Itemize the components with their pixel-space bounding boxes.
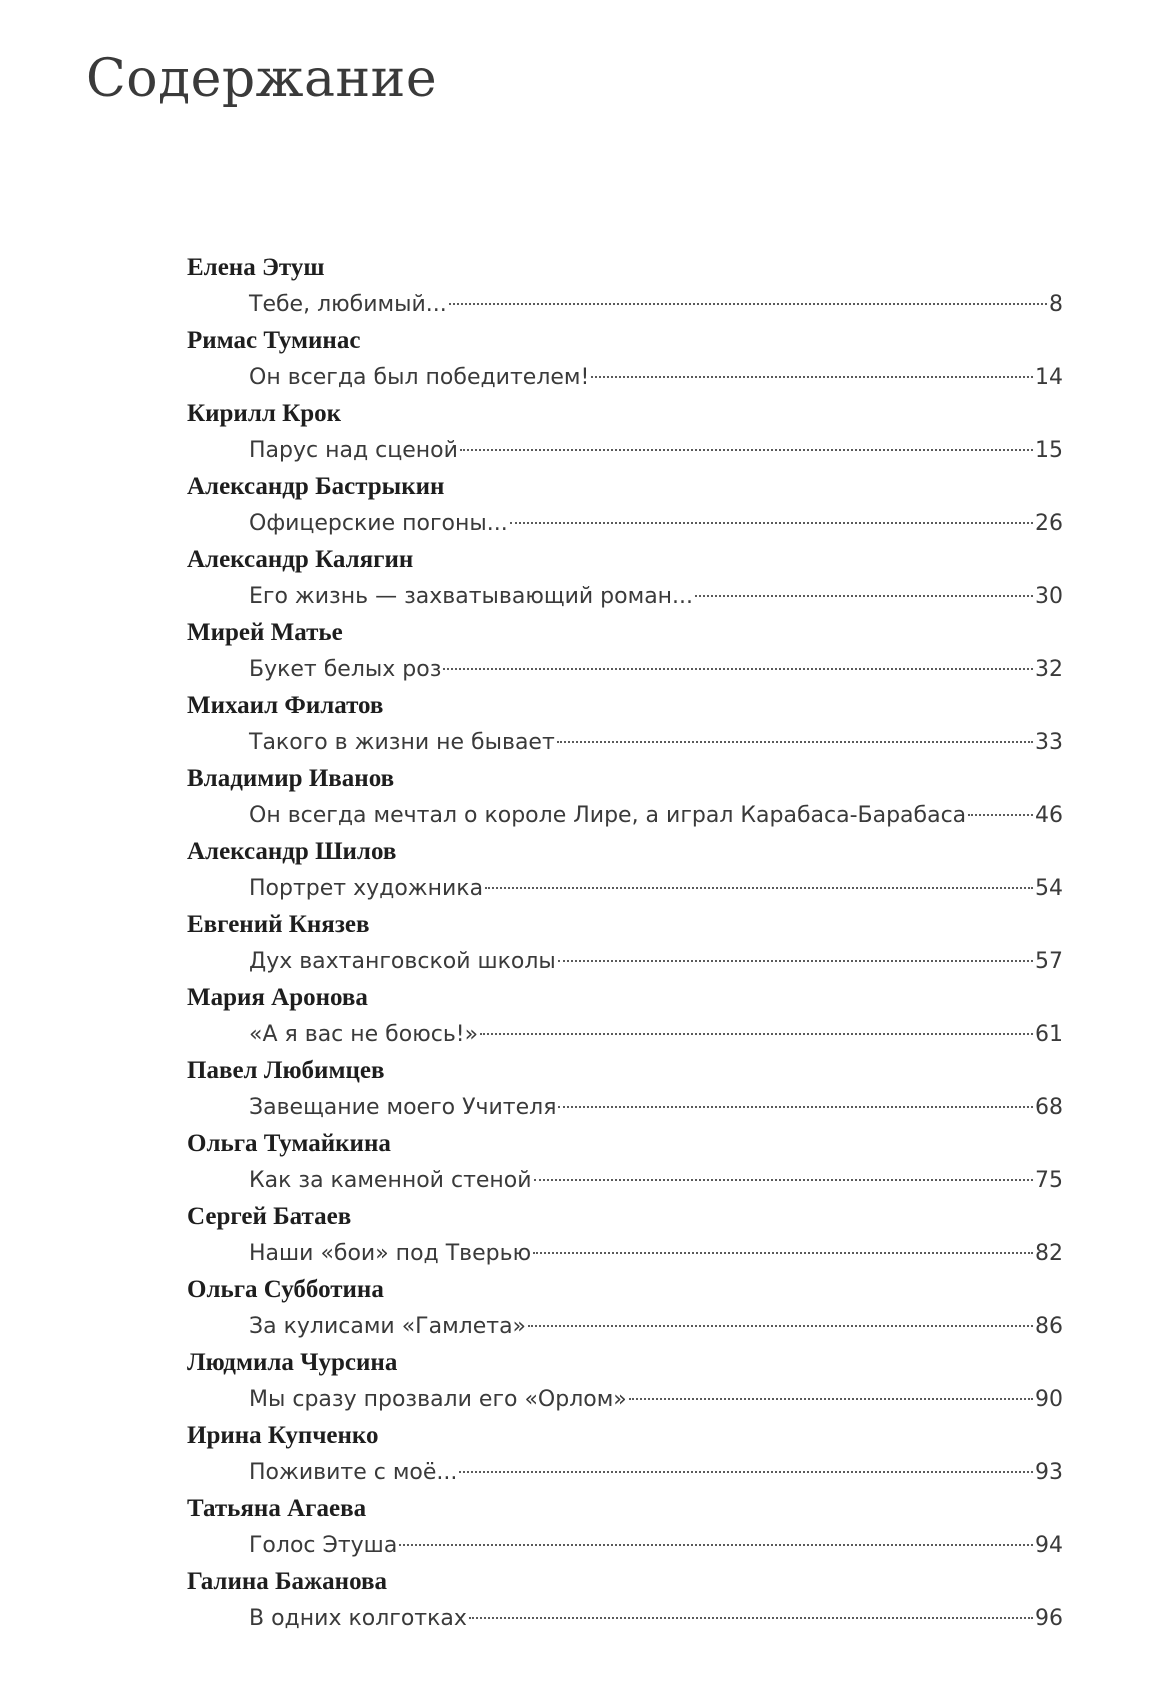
toc-entry-page-number: 94 [1035,1533,1063,1558]
toc-entry [187,1272,1063,1345]
toc-entry-title: Дух вахтанговской школы [249,949,556,974]
toc-entry-line [187,1162,1063,1199]
toc-entry-page-number: 46 [1035,803,1063,828]
toc-entry-page-number: 61 [1035,1022,1063,1047]
toc-entry-author: Ольга Субботина [187,1276,384,1303]
dot-leader [459,1471,1033,1473]
toc-entry-title: Он всегда мечтал о короле Лире, а играл Карабаса-Барабаса [249,803,967,828]
toc-entry-title: Наши «бои» под Тверью [249,1241,532,1266]
toc-entry-page-number: 14 [1035,365,1063,390]
toc-entry-author: Мирей Матье [187,619,343,646]
toc-entry-author: Ольга Тумайкина [187,1130,391,1157]
toc-entry-author: Владимир Иванов [187,765,395,792]
table-of-contents [187,250,1063,1637]
toc-entry-title: Поживите с моё... [249,1460,458,1485]
toc-entry-title: Тебе, любимый... [249,292,447,317]
toc-entry-title: Голос Этуша [249,1533,398,1558]
toc-entry-author: Михаил Филатов [187,692,384,719]
toc-entry [187,396,1063,469]
toc-entry-title: «А я вас не боюсь!» [249,1022,479,1047]
toc-entry [187,1345,1063,1418]
toc-entry [187,469,1063,542]
toc-entry [187,1418,1063,1491]
toc-entry-line [187,870,1063,907]
toc-entry [187,688,1063,761]
dot-leader [449,303,1047,305]
toc-entry-title: Как за каменной стеной [249,1168,532,1193]
toc-entry-line [187,651,1063,688]
toc-entry-page-number: 68 [1035,1095,1063,1120]
toc-entry-page-number: 90 [1035,1387,1063,1412]
dot-leader [460,449,1033,451]
toc-entry-title: Его жизнь — захватывающий роман... [249,584,694,609]
toc-entry [187,323,1063,396]
toc-entry-author: Павел Любимцев [187,1057,385,1084]
toc-entry [187,1126,1063,1199]
toc-entry-line [187,432,1063,469]
toc-entry-page-number: 8 [1049,292,1063,317]
dot-leader [399,1544,1033,1546]
toc-entry-title: Парус над сценой [249,438,458,463]
toc-entry [187,1199,1063,1272]
dot-leader [480,1033,1033,1035]
toc-entry-title: Такого в жизни не бывает [249,730,555,755]
dot-leader [695,595,1033,597]
toc-entry-page-number: 82 [1035,1241,1063,1266]
toc-entry-page-number: 30 [1035,584,1063,609]
dot-leader [534,1179,1033,1181]
dot-leader [533,1252,1033,1254]
toc-entry-title: За кулисами «Гамлета» [249,1314,527,1339]
dot-leader [485,887,1033,889]
toc-entry-author: Александр Калягин [187,546,414,573]
toc-entry-title: Мы сразу прозвали его «Орлом» [249,1387,627,1412]
toc-entry-line [187,1089,1063,1126]
toc-entry-page-number: 57 [1035,949,1063,974]
toc-entry-line [187,359,1063,396]
toc-entry-title: Завещание моего Учителя [249,1095,557,1120]
toc-entry [187,761,1063,834]
toc-entry-page-number: 32 [1035,657,1063,682]
toc-entry-line [187,1308,1063,1345]
toc-entry-line [187,797,1063,834]
toc-entry [187,1053,1063,1126]
toc-entry-author: Евгений Князев [187,911,370,938]
toc-entry-line [187,505,1063,542]
dot-leader [968,814,1033,816]
toc-entry [187,1491,1063,1564]
toc-entry-title: Офицерские погоны... [249,511,508,536]
toc-entry-line [187,1235,1063,1272]
toc-entry-line [187,1527,1063,1564]
toc-entry-author: Сергей Батаев [187,1203,352,1230]
toc-entry-line [187,1016,1063,1053]
toc-entry [187,542,1063,615]
toc-entry-page-number: 93 [1035,1460,1063,1485]
toc-entry-author: Татьяна Агаева [187,1495,367,1522]
dot-leader [528,1325,1033,1327]
toc-entry-author: Галина Бажанова [187,1568,387,1595]
toc-entry-author: Кирилл Крок [187,400,342,427]
toc-entry-title: Портрет художника [249,876,484,901]
toc-entry-page-number: 86 [1035,1314,1063,1339]
toc-entry [187,615,1063,688]
toc-entry [187,250,1063,323]
dot-leader [557,741,1033,743]
toc-entry [187,1564,1063,1637]
toc-entry-line [187,943,1063,980]
toc-entry-author: Людмила Чурсина [187,1349,398,1376]
toc-entry-line [187,286,1063,323]
toc-entry [187,907,1063,980]
page-title: Содержание [86,49,438,109]
toc-entry-author: Ирина Купченко [187,1422,379,1449]
toc-entry-page-number: 15 [1035,438,1063,463]
toc-entry-title: Он всегда был победителем! [249,365,590,390]
toc-entry-page-number: 33 [1035,730,1063,755]
toc-entry-page-number: 26 [1035,511,1063,536]
toc-entry-line [187,1454,1063,1491]
toc-entry [187,980,1063,1053]
toc-entry [187,834,1063,907]
dot-leader [469,1617,1033,1619]
toc-entry-line [187,1381,1063,1418]
toc-entry-page-number: 54 [1035,876,1063,901]
toc-entry-line [187,1600,1063,1637]
toc-entry-page-number: 96 [1035,1606,1063,1631]
toc-entry-line [187,578,1063,615]
toc-entry-author: Елена Этуш [187,254,325,281]
dot-leader [443,668,1033,670]
dot-leader [558,1106,1033,1108]
toc-entry-author: Римас Туминас [187,327,361,354]
toc-entry-author: Александр Шилов [187,838,397,865]
dot-leader [629,1398,1033,1400]
dot-leader [510,522,1033,524]
toc-entry-page-number: 75 [1035,1168,1063,1193]
toc-entry-title: В одних колготках [249,1606,467,1631]
toc-entry-author: Александр Бастрыкин [187,473,445,500]
toc-entry-title: Букет белых роз [249,657,442,682]
dot-leader [591,376,1033,378]
toc-entry-author: Мария Аронова [187,984,368,1011]
toc-entry-line [187,724,1063,761]
dot-leader [558,960,1033,962]
